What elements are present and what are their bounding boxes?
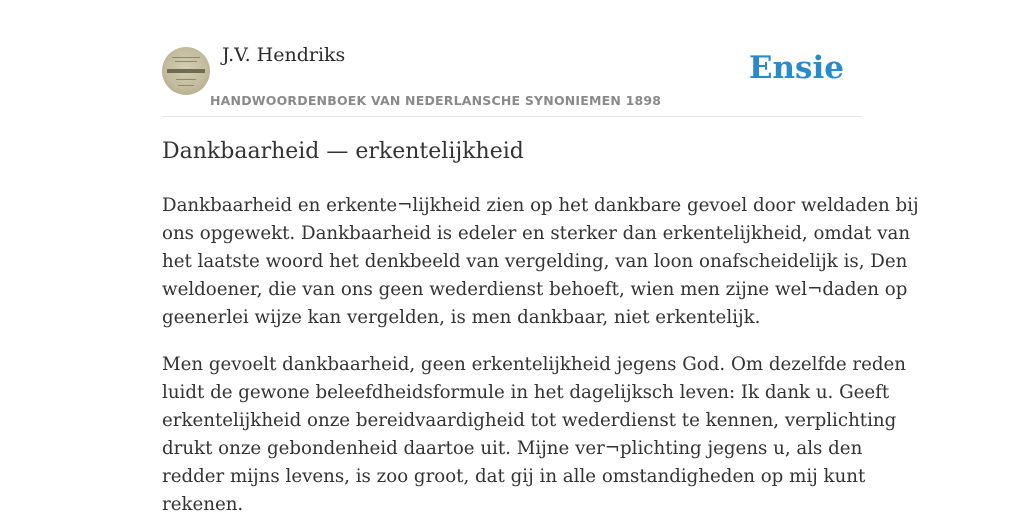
- text-line: weldoener, die van ons geen wederdienst behoeft, wien men zijne wel¬daden op: [162, 279, 908, 300]
- header: [162, 0, 862, 117]
- text-line: drukt onze gebondenheid daartoe uit. Mijne ver¬plichting jegens u, als den: [162, 438, 863, 459]
- entry-title: Dankbaarheid — erkentelijkheid: [162, 139, 524, 164]
- cover-text-line: [176, 79, 196, 80]
- text-line: ons opgewekt. Dankbaarheid is edeler en sterker dan erkentelijkheid, omdat van: [162, 223, 911, 244]
- text-line: rekenen.: [162, 494, 244, 512]
- paragraph: [162, 351, 906, 512]
- text-line: Men gevoelt dankbaarheid, geen erkentelijkheid jegens God. Om dezelfde reden: [162, 354, 906, 375]
- text-line: redder mijns levens, is zoo groot, dat gij in alle omstandigheden op mij kunt: [162, 466, 866, 487]
- text-line: Dankbaarheid en erkente¬lijkheid zien op het dankbare gevoel door weldaden bij: [162, 195, 919, 216]
- text-line: geenerlei wijze kan vergelden, is men dankbaar, niet erkentelijk.: [162, 307, 761, 328]
- source-title[interactable]: HANDWOORDENBOEK VAN NEDERLANSCHE SYNONIEMEN 1898: [210, 93, 662, 108]
- entry-body: [162, 192, 919, 512]
- text-line: luidt de gewone beleefdheidsformule in het dagelijksch leven: Ik dank u. Geeft: [162, 382, 890, 403]
- cover-text-line: [178, 85, 194, 86]
- paragraph: [162, 192, 919, 332]
- author-name[interactable]: J.V. Hendriks: [222, 44, 346, 66]
- cover-text-line: [172, 57, 200, 58]
- brand-logo[interactable]: Ensie: [748, 50, 844, 86]
- book-cover-avatar[interactable]: [162, 47, 210, 95]
- cover-title-band: [167, 69, 205, 73]
- cover-text-line: [175, 61, 197, 62]
- text-line: het laatste woord het denkbeeld van vergelding, van loon onafscheidelijk is, Den: [162, 251, 908, 272]
- text-line: erkentelijkheid onze bereidvaardigheid tot wederdienst te kennen, verplichting: [162, 410, 897, 431]
